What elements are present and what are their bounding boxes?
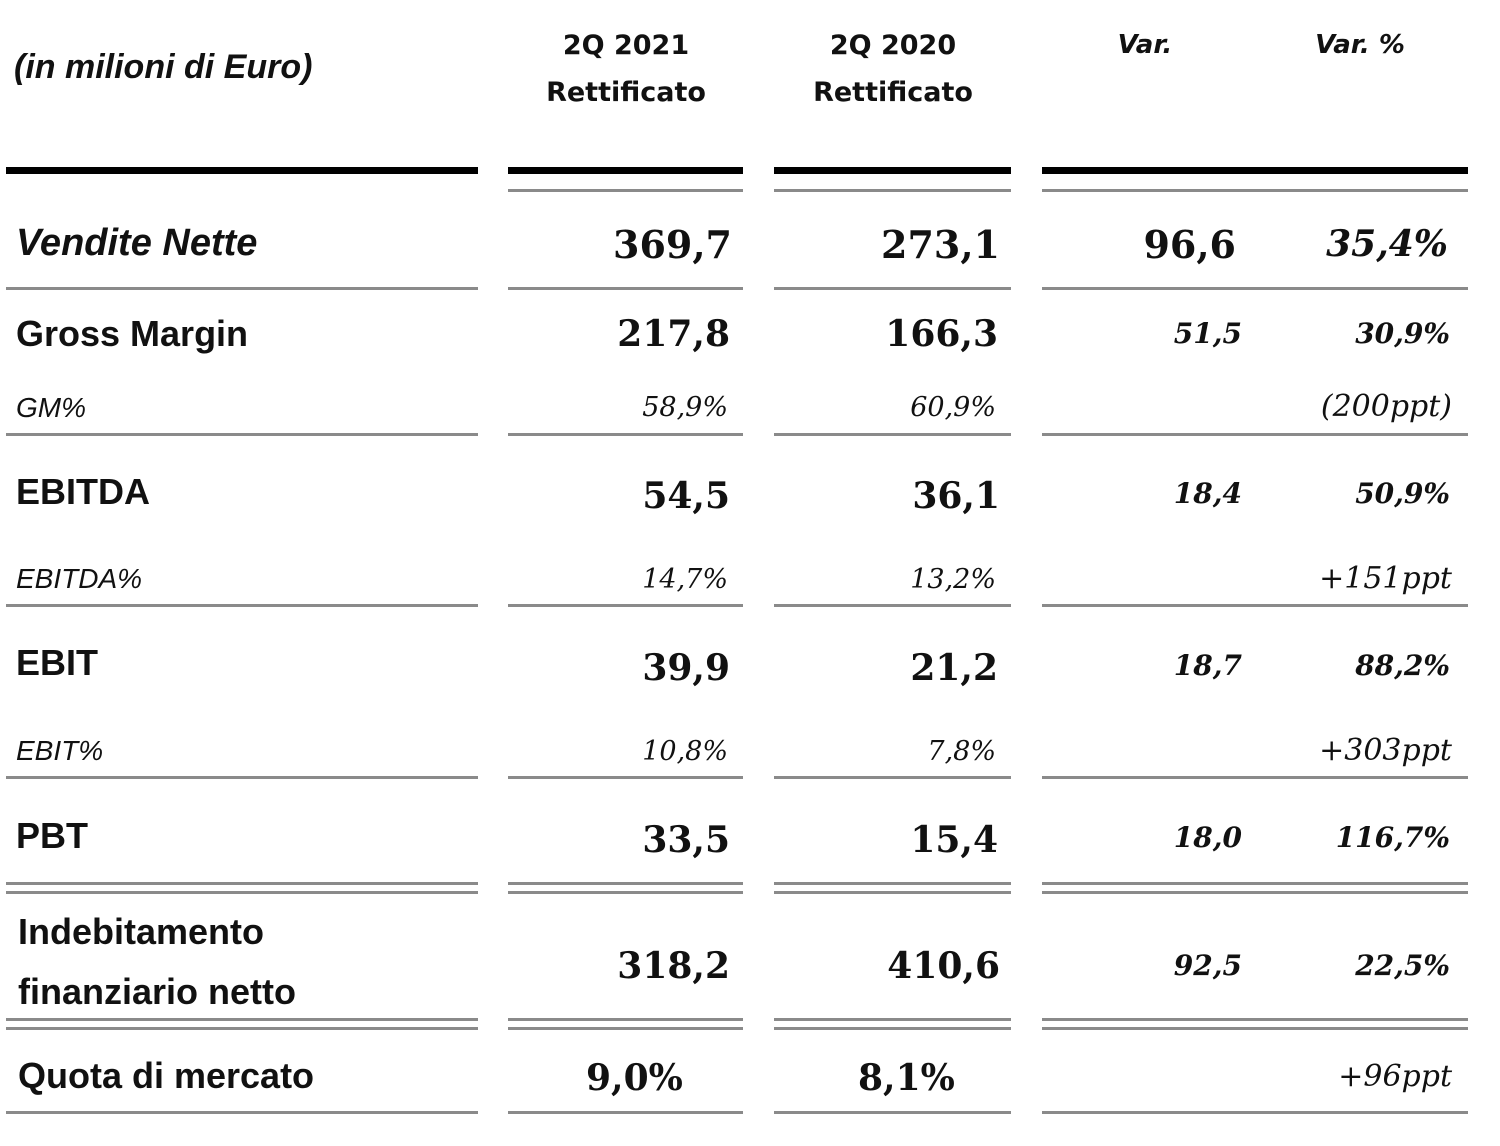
rule-pbt-a-col2 bbox=[508, 882, 743, 885]
rule-gm-col1 bbox=[6, 433, 478, 436]
rule-quota-col1 bbox=[6, 1111, 478, 1114]
quota-mercato-var-pct: +96ppt bbox=[1338, 1059, 1452, 1094]
header-2q2020 bbox=[776, 22, 1010, 116]
rule-pbt-b-col2 bbox=[508, 891, 743, 894]
indebitamento-var: 92,5 bbox=[1173, 949, 1242, 982]
vendite-nette-var: 96,6 bbox=[1143, 222, 1236, 267]
gm-pct-var-pct: (200ppt) bbox=[1320, 389, 1452, 424]
gross-margin-label: Gross Margin bbox=[16, 313, 249, 354]
rule-gm-col2 bbox=[508, 433, 743, 436]
ebit-var-pct: 88,2% bbox=[1355, 649, 1450, 682]
rule-quota-col3 bbox=[774, 1111, 1011, 1114]
ebit-2020: 21,2 bbox=[910, 647, 998, 689]
gross-margin-var: 51,5 bbox=[1173, 317, 1242, 350]
rule-ebitda-col2 bbox=[508, 604, 743, 607]
gross-margin-var-pct: 30,9% bbox=[1355, 317, 1450, 350]
units-label: (in milioni di Euro) bbox=[14, 48, 313, 86]
rule-ebit-col1 bbox=[6, 776, 478, 779]
ebitda-2020: 36,1 bbox=[912, 475, 1000, 517]
rule-ebitda-col4 bbox=[1042, 604, 1468, 607]
ebit-pct-2020: 7,8% bbox=[927, 736, 996, 767]
rule-gm-col4 bbox=[1042, 433, 1468, 436]
rule-header-col2 bbox=[508, 167, 743, 174]
header-2q2021 bbox=[510, 22, 742, 116]
ebitda-pct-var-pct: +151ppt bbox=[1319, 561, 1452, 596]
rule-indeb-a-col2 bbox=[508, 1018, 743, 1021]
header-var-pct: Var. % bbox=[1315, 30, 1405, 60]
header-2q2020-line1: 2Q 2020 bbox=[829, 30, 957, 61]
rule-ebit-col3 bbox=[774, 776, 1011, 779]
ebitda-var-pct: 50,9% bbox=[1355, 477, 1450, 510]
vendite-nette-var-pct: 35,4% bbox=[1326, 223, 1448, 265]
ebit-pct-var-pct: +303ppt bbox=[1319, 733, 1452, 768]
rule-ebit-col2 bbox=[508, 776, 743, 779]
rule-indeb-a-col4 bbox=[1042, 1018, 1468, 1021]
header-2q2021-line2: Rettificato bbox=[546, 77, 706, 108]
rule-indeb-b-col1 bbox=[6, 1027, 478, 1030]
rule-indeb-a-col1 bbox=[6, 1018, 478, 1021]
ebitda-2021: 54,5 bbox=[642, 475, 730, 517]
ebit-2021: 39,9 bbox=[642, 647, 730, 689]
rule-header2-col2 bbox=[508, 189, 743, 192]
rule-pbt-b-col3 bbox=[774, 891, 1011, 894]
indebitamento-2021: 318,2 bbox=[617, 945, 730, 987]
quota-mercato-label: Quota di mercato bbox=[18, 1055, 315, 1096]
gross-margin-2021: 217,8 bbox=[617, 313, 730, 355]
rule-ebit-col4 bbox=[1042, 776, 1468, 779]
gm-pct-2020: 60,9% bbox=[910, 392, 996, 423]
rule-vendite-col4 bbox=[1042, 287, 1468, 290]
rule-vendite-col1 bbox=[6, 287, 478, 290]
rule-indeb-b-col2 bbox=[508, 1027, 743, 1030]
ebitda-pct-label: EBITDA% bbox=[16, 563, 143, 594]
ebitda-label: EBITDA bbox=[16, 471, 150, 512]
rule-vendite-col3 bbox=[774, 287, 1011, 290]
ebit-pct-2021: 10,8% bbox=[642, 736, 728, 767]
rule-vendite-col2 bbox=[508, 287, 743, 290]
rule-quota-col2 bbox=[508, 1111, 743, 1114]
header-var: Var. bbox=[1117, 30, 1173, 60]
quota-mercato-2020: 8,1% bbox=[858, 1057, 955, 1099]
ebit-pct-label: EBIT% bbox=[16, 735, 104, 766]
rule-indeb-b-col4 bbox=[1042, 1027, 1468, 1030]
rule-pbt-a-col3 bbox=[774, 882, 1011, 885]
pbt-2020: 15,4 bbox=[910, 819, 998, 861]
ebit-label: EBIT bbox=[16, 642, 99, 683]
gross-margin-2020: 166,3 bbox=[885, 313, 998, 355]
rule-header2-col4 bbox=[1042, 189, 1468, 192]
rule-quota-col4 bbox=[1042, 1111, 1468, 1114]
vendite-nette-2021: 369,7 bbox=[613, 222, 732, 267]
pbt-var-pct: 116,7% bbox=[1335, 821, 1450, 854]
rule-ebitda-col1 bbox=[6, 604, 478, 607]
rule-header2-col3 bbox=[774, 189, 1011, 192]
indebitamento-2020: 410,6 bbox=[887, 945, 1000, 987]
header-2q2020-line2: Rettificato bbox=[813, 77, 973, 108]
vendite-nette-label: Vendite Nette bbox=[16, 222, 258, 264]
vendite-nette-2020: 273,1 bbox=[881, 222, 1000, 267]
indebitamento-var-pct: 22,5% bbox=[1355, 949, 1450, 982]
pbt-var: 18,0 bbox=[1173, 821, 1242, 854]
rule-header-col1 bbox=[6, 167, 478, 174]
rule-header-col3 bbox=[774, 167, 1011, 174]
ebitda-var: 18,4 bbox=[1173, 477, 1242, 510]
rule-pbt-a-col1 bbox=[6, 882, 478, 885]
pbt-label: PBT bbox=[16, 815, 88, 856]
pbt-2021: 33,5 bbox=[642, 819, 730, 861]
quota-mercato-2021: 9,0% bbox=[586, 1057, 683, 1099]
header-2q2021-line1: 2Q 2021 bbox=[562, 30, 690, 61]
rule-pbt-a-col4 bbox=[1042, 882, 1468, 885]
ebitda-pct-2020: 13,2% bbox=[910, 564, 996, 595]
rule-gm-col3 bbox=[774, 433, 1011, 436]
rule-pbt-b-col1 bbox=[6, 891, 478, 894]
rule-pbt-b-col4 bbox=[1042, 891, 1468, 894]
rule-ebitda-col3 bbox=[774, 604, 1011, 607]
rule-indeb-b-col3 bbox=[774, 1027, 1011, 1030]
gm-pct-2021: 58,9% bbox=[642, 392, 728, 423]
rule-indeb-a-col3 bbox=[774, 1018, 1011, 1021]
indebitamento-label-line1: Indebitamento bbox=[18, 911, 265, 952]
ebit-var: 18,7 bbox=[1173, 649, 1242, 682]
indebitamento-label-line2: finanziario netto bbox=[18, 971, 296, 1012]
rule-header-col4 bbox=[1042, 167, 1468, 174]
ebitda-pct-2021: 14,7% bbox=[642, 564, 728, 595]
gm-pct-label: GM% bbox=[16, 392, 86, 423]
